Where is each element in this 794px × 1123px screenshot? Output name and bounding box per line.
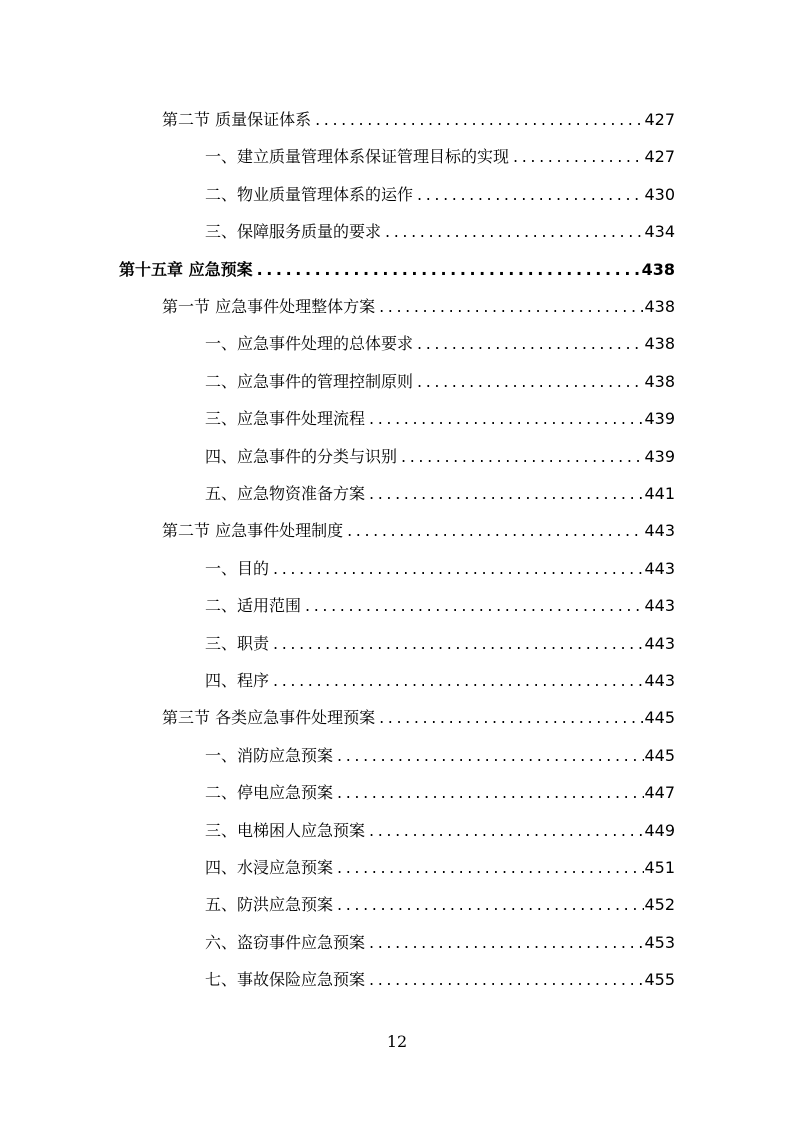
toc-entry-title: 三、应急事件处理流程 [205, 409, 366, 429]
toc-entry-title: 二、物业质量管理体系的运作 [205, 184, 414, 204]
toc-entry-title: 五、应急物资准备方案 [205, 484, 366, 503]
toc-entry-title: 三、职责 [205, 633, 270, 653]
toc-dot-leader [315, 110, 644, 130]
toc-entry-title: 六、盗窃事件应急预案 [205, 932, 366, 952]
toc-entry-page: 438 [641, 259, 675, 279]
toc-dot-leader [379, 708, 644, 728]
toc-entry-page: 445 [644, 708, 675, 728]
toc-subsection-entry [205, 478, 675, 504]
toc-dot-leader [273, 634, 644, 654]
toc-entry-page: 445 [644, 745, 675, 765]
toc-entry-page: 438 [644, 334, 675, 354]
toc-dot-leader [513, 147, 644, 167]
toc-entry-page: 443 [644, 558, 675, 578]
toc-section-entry [162, 515, 675, 541]
toc-dot-leader [369, 484, 644, 504]
toc-section-entry [162, 702, 675, 728]
toc-entry-page: 453 [644, 932, 675, 952]
toc-entry-page: 449 [644, 820, 675, 840]
toc-subsection-entry [205, 927, 675, 953]
toc-subsection-entry [205, 628, 675, 654]
toc-entry-title: 三、电梯困人应急预案 [205, 820, 366, 840]
toc-subsection-entry [205, 665, 675, 691]
toc-entry-page: 427 [644, 110, 675, 129]
toc-entry-title: 二、应急事件的管理控制原则 [205, 371, 414, 391]
toc-entry-title: 七、事故保险应急预案 [205, 970, 366, 990]
toc-entry-title: 一、应急事件处理的总体要求 [205, 334, 414, 354]
toc-dot-leader [369, 821, 644, 841]
toc-entry-page: 439 [644, 446, 675, 466]
toc-entry-page: 455 [644, 970, 675, 990]
toc-dot-leader [385, 222, 644, 242]
toc-dot-leader [273, 559, 644, 579]
toc-subsection-entry [205, 141, 675, 167]
toc-entry-page: 430 [644, 184, 675, 204]
toc-dot-leader [379, 297, 644, 317]
toc-dot-leader [273, 671, 644, 691]
toc-dot-leader [337, 783, 644, 803]
toc-entry-page: 443 [644, 671, 675, 690]
toc-dot-leader [369, 970, 644, 990]
toc-entry-title: 一、目的 [205, 558, 270, 578]
toc-dot-leader [347, 521, 644, 541]
toc-chapter-entry [119, 254, 675, 280]
toc-entry-page: 443 [644, 521, 675, 541]
toc-subsection-entry [205, 964, 675, 990]
toc-subsection-entry [205, 553, 675, 579]
toc-entry-page: 427 [644, 147, 675, 167]
toc-entry-page: 443 [644, 633, 675, 653]
toc-entry-title: 一、建立质量管理体系保证管理目标的实现 [205, 147, 510, 167]
toc-entry-title: 二、适用范围 [205, 596, 302, 616]
toc-entry-title: 第二节 质量保证体系 [162, 110, 312, 129]
toc-entry-page: 438 [644, 297, 675, 316]
toc-dot-leader [401, 447, 644, 467]
toc-subsection-entry [205, 403, 675, 429]
toc-subsection-entry [205, 441, 675, 467]
toc-dot-leader [337, 746, 644, 766]
toc-entry-title: 第三节 各类应急事件处理预案 [162, 708, 376, 728]
toc-subsection-entry [205, 777, 675, 803]
toc-entry-title: 四、应急事件的分类与识别 [205, 446, 398, 466]
toc-entry-title: 第十五章 应急预案 [119, 259, 253, 279]
toc-entry-title: 五、防洪应急预案 [205, 895, 334, 915]
toc-subsection-entry [205, 366, 675, 392]
toc-entry-title: 一、消防应急预案 [205, 745, 334, 765]
toc-entry-page: 434 [644, 222, 675, 242]
toc-entry-page: 451 [644, 858, 675, 877]
toc-subsection-entry [205, 328, 675, 354]
toc-section-entry [162, 291, 675, 317]
toc-dot-leader [257, 260, 642, 280]
toc-entry-page: 452 [644, 895, 675, 915]
toc-dot-leader [369, 933, 644, 953]
toc-dot-leader [417, 185, 644, 205]
toc-dot-leader [337, 858, 644, 878]
toc-entry-title: 第二节 应急事件处理制度 [162, 521, 344, 541]
toc-subsection-entry [205, 852, 675, 878]
toc-entry-title: 第一节 应急事件处理整体方案 [162, 297, 376, 316]
toc-dot-leader [337, 895, 644, 915]
toc-entry-page: 447 [644, 783, 675, 803]
toc-dot-leader [305, 596, 644, 616]
toc-subsection-entry [205, 590, 675, 616]
toc-subsection-entry [205, 815, 675, 841]
toc-subsection-entry [205, 889, 675, 915]
toc-entry-title: 二、停电应急预案 [205, 783, 334, 803]
toc-entry-title: 四、水浸应急预案 [205, 858, 334, 877]
toc-dot-leader [417, 372, 644, 392]
toc-dot-leader [369, 409, 644, 429]
toc-subsection-entry [205, 216, 675, 242]
toc-entry-page: 443 [644, 596, 675, 616]
toc-entry-page: 439 [644, 409, 675, 429]
toc-section-entry [162, 104, 675, 130]
page-number: 12 [386, 1032, 408, 1051]
toc-entry-page: 441 [644, 484, 675, 503]
toc-entry-page: 438 [644, 371, 675, 391]
toc-subsection-entry [205, 740, 675, 766]
toc-entry-title: 四、程序 [205, 671, 270, 690]
toc-subsection-entry [205, 179, 675, 205]
toc-entry-title: 三、保障服务质量的要求 [205, 222, 382, 242]
toc-dot-leader [417, 334, 644, 354]
